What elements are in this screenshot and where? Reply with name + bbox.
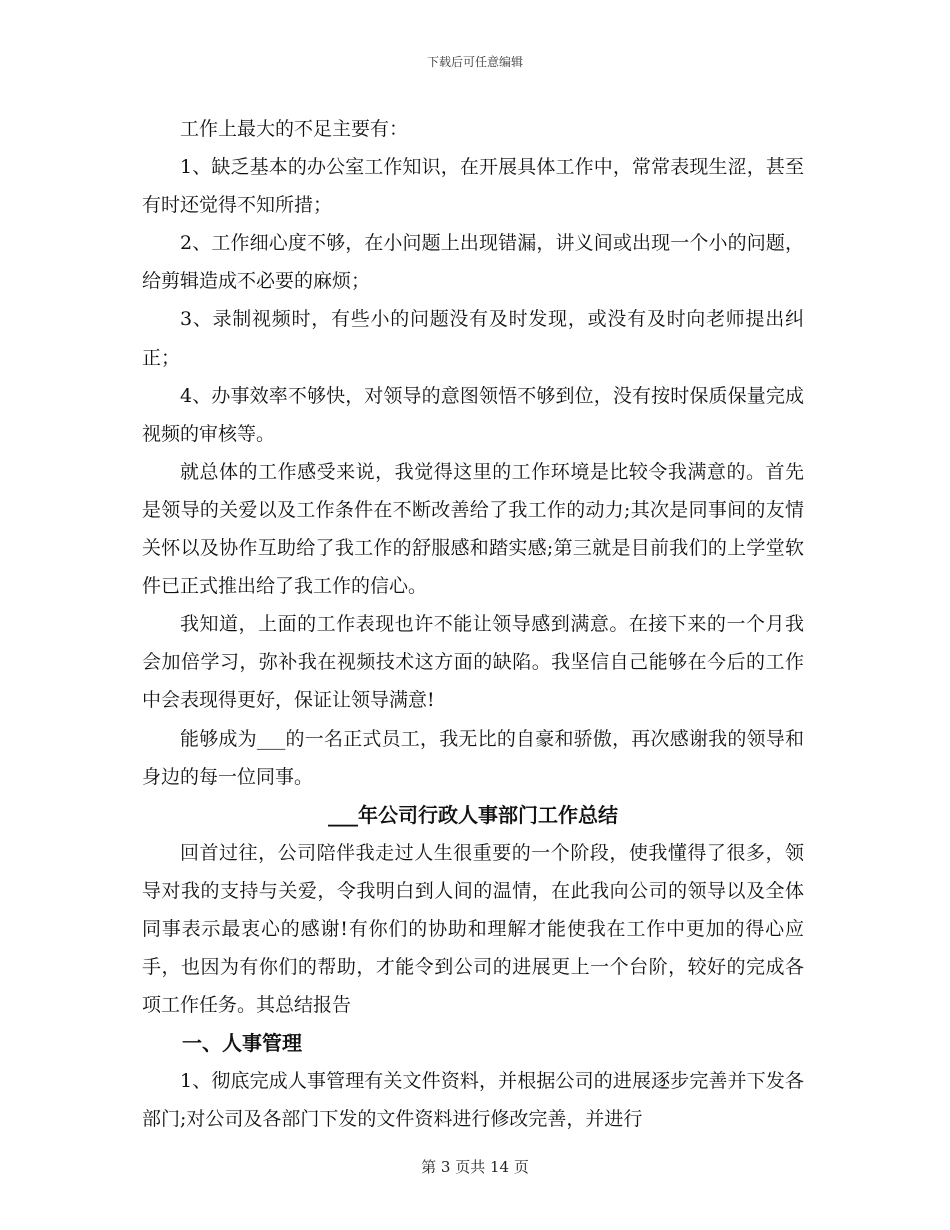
paragraph: 3、录制视频时，有些小的问题没有及时发现，或没有及时向老师提出纠正；	[142, 308, 804, 369]
section-heading: 一、人事管理	[182, 1031, 302, 1056]
section-title: ___年公司行政人事部门工作总结	[328, 802, 618, 827]
paragraph: 就总体的工作感受来说，我觉得这里的工作环境是比较令我满意的。首先是领导的关爱以及工作条件在不断改善给了我工作的动力;其次是同事间的友情关怀以及协作互助给了我工作的舒服感和踏实感;第三就是目前我们的上学堂软件已正式推出给了我工作的信心。	[142, 460, 804, 598]
paragraph: 回首过往，公司陪伴我走过人生很重要的一个阶段，使我懂得了很多，领导对我的支持与关爱，令我明白到人间的温情，在此我向公司的领导以及全体同事表示最衷心的感谢!有你们的协助和理解才能使我在工作中更加的得心应手，也因为有你们的帮助，才能令到公司的进展更上一个台阶，较好的完成各项工作任务。其总结报告	[142, 841, 804, 1017]
paragraph: 1、彻底完成人事管理有关文件资料，并根据公司的进展逐步完善并下发各部门;对公司及各部门下发的文件资料进行修改完善，并进行	[142, 1070, 804, 1131]
paragraph: 1、缺乏基本的办公室工作知识，在开展具体工作中，常常表现生涩，甚至有时还觉得不知所措；	[142, 156, 804, 217]
page-number: 第 3 页共 14 页	[421, 1158, 529, 1176]
document-body	[142, 110, 804, 1139]
paragraph: 能够成为___的一名正式员工，我无比的自豪和骄傲，再次感谢我的领导和身边的每一位同事。	[142, 727, 804, 788]
paragraph: 我知道，上面的工作表现也许不能让领导感到满意。在接下来的一个月我会加倍学习，弥补我在视频技术这方面的缺陷。我坚信自己能够在今后的工作中会表现得更好，保证让领导满意!	[142, 613, 804, 712]
paragraph: 4、办事效率不够快，对领导的意图领悟不够到位，没有按时保质保量完成视频的审核等。	[142, 384, 804, 445]
paragraph: 工作上最大的不足主要有：	[180, 118, 409, 140]
paragraph: 2、工作细心度不够，在小问题上出现错漏，讲义间或出现一个小的问题，给剪辑造成不必要的麻烦；	[142, 232, 804, 293]
page-header-note: 下载后可任意编辑	[426, 55, 523, 69]
